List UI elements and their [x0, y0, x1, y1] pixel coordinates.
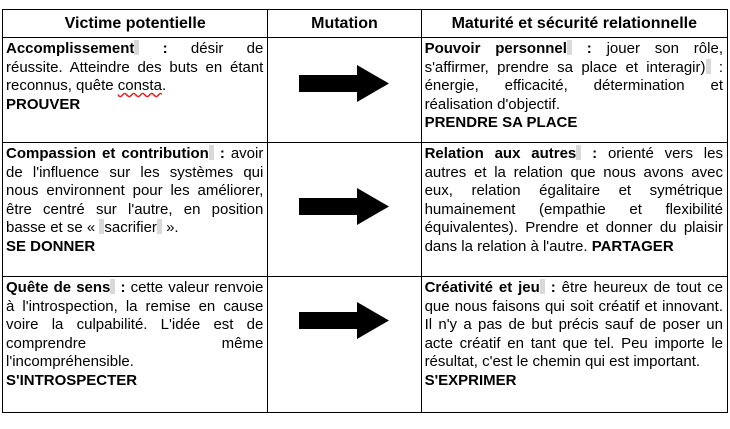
- maturite-cell: [421, 143, 727, 277]
- right-arrow-icon: [299, 188, 389, 225]
- victime-title: Quête de sens: [6, 279, 111, 296]
- separator: :: [213, 145, 225, 162]
- right-arrow-icon: [299, 302, 389, 339]
- victime-text-end: .: [161, 77, 167, 95]
- separator: :: [115, 279, 126, 296]
- table-row: [3, 277, 728, 413]
- maturite-text: orienté vers les autres et la relation que nous avons avec eux, relation égalitaire et symétrique humainement (empathie et flexibilité équivalentes). Prendre et donner du plaisir dans la relation à l'autre.: [424, 145, 723, 255]
- maturite-title: Pouvoir personnel: [424, 40, 567, 57]
- maturite-cell: [421, 277, 727, 413]
- maturite-cell: [421, 38, 727, 143]
- maturite-title: Créativité et jeu: [424, 279, 540, 296]
- victime-verb: S'INTROSPECTER: [6, 371, 138, 389]
- header-victime: Victime potentielle: [3, 10, 268, 38]
- maturite-text: jouer son rôle, s'affirmer, prendre sa place et interagir): [424, 40, 723, 76]
- right-arrow-icon: [299, 65, 389, 102]
- victime-cell: [3, 38, 268, 143]
- victime-verb: SE DONNER: [6, 237, 96, 255]
- victime-verb: PROUVER: [6, 95, 81, 113]
- table-row: [3, 38, 728, 143]
- values-table: [2, 9, 728, 413]
- maturite-verb: PARTAGER: [591, 237, 674, 255]
- spellcheck-word: consta: [117, 77, 162, 95]
- header-row: [3, 10, 728, 38]
- maturite-text: être heureux de tout ce que nous faisons qui soit créatif et innovant. Il n'y a pas de but précis sauf de poser un acte créatif en tant que tel. Peu importe le résultat, c'est le chemin qui est important.: [424, 279, 724, 371]
- victime-text: avoir de l'influence sur les systèmes qui nous environnent pour les améliorer, être centré sur l'autre, en position basse et se «: [6, 145, 264, 237]
- victime-text-end: ».: [161, 219, 179, 237]
- mutation-cell: [268, 38, 421, 143]
- mutation-cell: [268, 143, 421, 277]
- separator: :: [544, 279, 556, 296]
- mutation-cell: [268, 277, 421, 413]
- header-mutation: Mutation: [268, 10, 421, 38]
- separator: :: [571, 40, 592, 57]
- maturite-title: Relation aux autres: [424, 145, 577, 162]
- victime-title: Compassion et contribution: [6, 145, 209, 162]
- victime-text: désir de réussite. Atteindre des buts en étant reconnus, quête: [6, 40, 264, 95]
- table-row: [3, 143, 728, 277]
- maturite-text-2: : énergie, efficacité, détermination et réalisation d'objectif.: [424, 58, 723, 113]
- victime-title: Accomplissement: [6, 40, 135, 57]
- victime-text: cette valeur renvoie à l'introspection, la remise en cause voire la culpabilité. L'idée est de comprendre même l'incompréhensible.: [6, 279, 264, 371]
- victime-cell: [3, 143, 268, 277]
- maturite-verb: PRENDRE SA PLACE: [424, 114, 578, 132]
- separator: :: [581, 145, 598, 162]
- separator: :: [139, 40, 168, 57]
- header-maturite: Maturité et sécurité relationnelle: [421, 10, 727, 38]
- victime-text-mid: sacrifier: [104, 219, 157, 237]
- maturite-verb: S'EXPRIMER: [424, 371, 517, 389]
- victime-cell: [3, 277, 268, 413]
